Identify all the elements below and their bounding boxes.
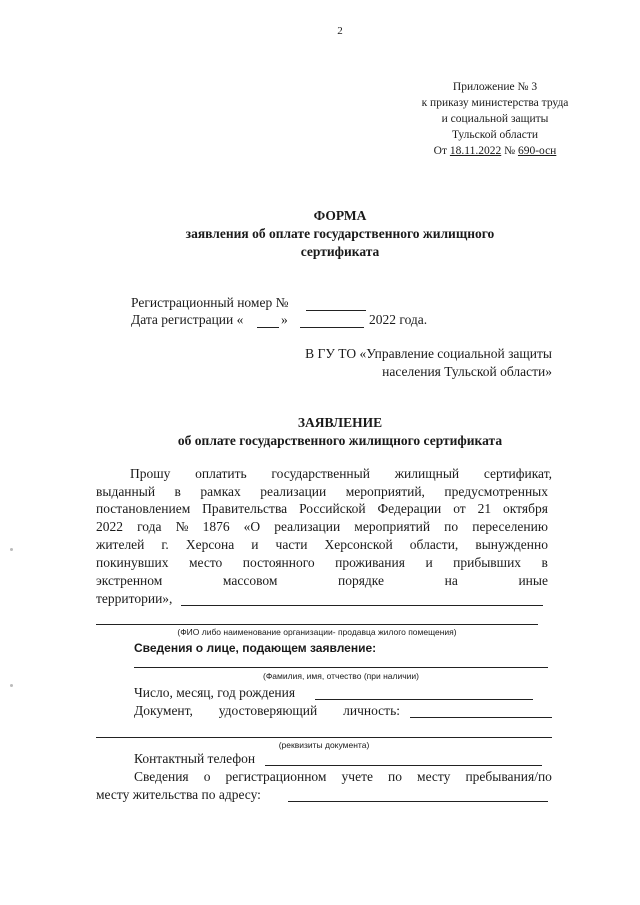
word: государственный [271,466,370,481]
appendix-date: 18.11.2022 [449,145,502,157]
body-line-3 [96,501,548,517]
appendix-order-line [380,143,610,159]
word: октября [503,501,548,516]
appendix-line: и социальной защиты [441,113,549,125]
word: Сведения [134,769,189,784]
form-title-line: ФОРМА [313,208,367,223]
word: Правительства [202,501,288,516]
word: проживания [335,555,405,570]
word: 21 [477,501,492,516]
word: мероприятий, [345,484,425,499]
word: и [251,537,259,552]
document-field-line-2[interactable] [96,737,552,738]
form-title [0,207,640,261]
body-line-6 [96,555,548,571]
word: месту [417,769,451,784]
word: по [444,519,459,534]
word: «О [243,519,261,534]
document-field-line-1[interactable] [410,717,552,718]
registration-year-label: 2022 года. [369,312,428,327]
body-line-8: территории», [96,591,173,606]
word: оплатить [195,466,247,481]
birth-date-field[interactable] [315,699,533,700]
word: вынужденно [475,537,548,552]
seller-field-line-2[interactable] [96,624,538,625]
word: области, [409,537,459,552]
body-line-5 [96,537,548,553]
addressee-line: населения Тульской области» [382,364,552,379]
body-line-7 [96,573,548,589]
word: Документ, [134,703,193,718]
word: № [175,519,189,534]
appendix-number-prefix: № [501,145,518,157]
word: Херсонской [324,537,393,552]
registration-month-field[interactable] [300,327,364,328]
word: и [425,555,433,570]
appendix-line: Приложение № 3 [452,81,538,93]
form-title-line: заявления об оплате государственного жилищного [185,226,495,241]
statement-title [0,414,640,450]
appendix-line: Тульской области [451,129,538,141]
word: мероприятий [354,519,431,534]
word: на [444,573,458,588]
seller-caption: (ФИО либо наименование организации- продавца жилого помещения) [177,627,457,637]
document-label [134,703,400,719]
word: жителей [96,537,145,552]
registration-record-label [134,769,552,785]
addressee-line: В ГУ ТО «Управление социальной защиты [305,346,552,361]
phone-field[interactable] [265,765,542,766]
word: части [275,537,308,552]
word: Российской [299,501,366,516]
address-field[interactable] [288,801,548,802]
fio-caption: (Фамилия, имя, отчество (при наличии) [263,671,419,681]
registration-date-label: Дата регистрации « [131,312,244,327]
statement-title-line: об оплате государственного жилищного сертификата [177,433,503,448]
word: о [203,769,211,784]
word: рамках [200,484,241,499]
word: переселению [472,519,548,534]
word: личность: [343,703,400,718]
appendix-date-prefix: От [433,145,450,157]
registration-number-field[interactable] [306,310,366,311]
seller-field-line-1[interactable] [181,605,543,606]
body-line-2 [96,484,548,500]
word: 1876 [202,519,230,534]
word: порядке [338,573,385,588]
word: г. [161,537,169,552]
address-label: месту жительства по адресу: [96,787,261,802]
appendix-block [380,79,610,159]
word: жилищный [394,466,460,481]
word: Прошу [130,466,171,481]
word: удостоверяющий [218,703,318,718]
birth-date-label: Число, месяц, год рождения [134,685,296,700]
word: Херсона [185,537,235,552]
registration-date-mid: » [281,312,288,327]
form-title-line: сертификата [300,244,380,259]
word: в [541,555,548,570]
scan-speck [10,548,13,551]
word: постоянного [242,555,315,570]
registration-day-field[interactable] [257,327,279,328]
page-number: 2 [337,25,343,37]
phone-label: Контактный телефон [134,751,256,766]
word: 2022 [96,519,123,534]
word: постановлением [96,501,191,516]
word: прибывших [453,555,522,570]
body-line-1 [130,466,552,482]
word: покинувших [96,555,169,570]
word: реализации [260,484,327,499]
statement-title-line: ЗАЯВЛЕНИЕ [297,415,383,430]
fio-field[interactable] [134,667,548,668]
word: иные [518,573,548,588]
word: выданный [96,484,156,499]
word: массовом [222,573,278,588]
word: регистрационном [225,769,327,784]
appendix-number: 690-осн [517,145,557,157]
applicant-heading: Сведения о лице, подающем заявление: [134,641,377,655]
document-caption: (реквизиты документа) [278,740,370,750]
word: экстренном [96,573,163,588]
word: предусмотренных [444,484,548,499]
word: сертификат, [483,466,552,481]
scan-speck [10,684,13,687]
word: реализации [274,519,341,534]
word: по [388,769,402,784]
word: учете [341,769,373,784]
word: года [137,519,162,534]
word: от [453,501,466,516]
registration-number-label: Регистрационный номер № [131,295,289,310]
appendix-line: к приказу министерства труда [421,97,569,109]
word: в [174,484,181,499]
word: пребывания/по [465,769,552,784]
word: место [188,555,223,570]
body-line-4 [96,519,548,535]
word: Федерации [377,501,442,516]
